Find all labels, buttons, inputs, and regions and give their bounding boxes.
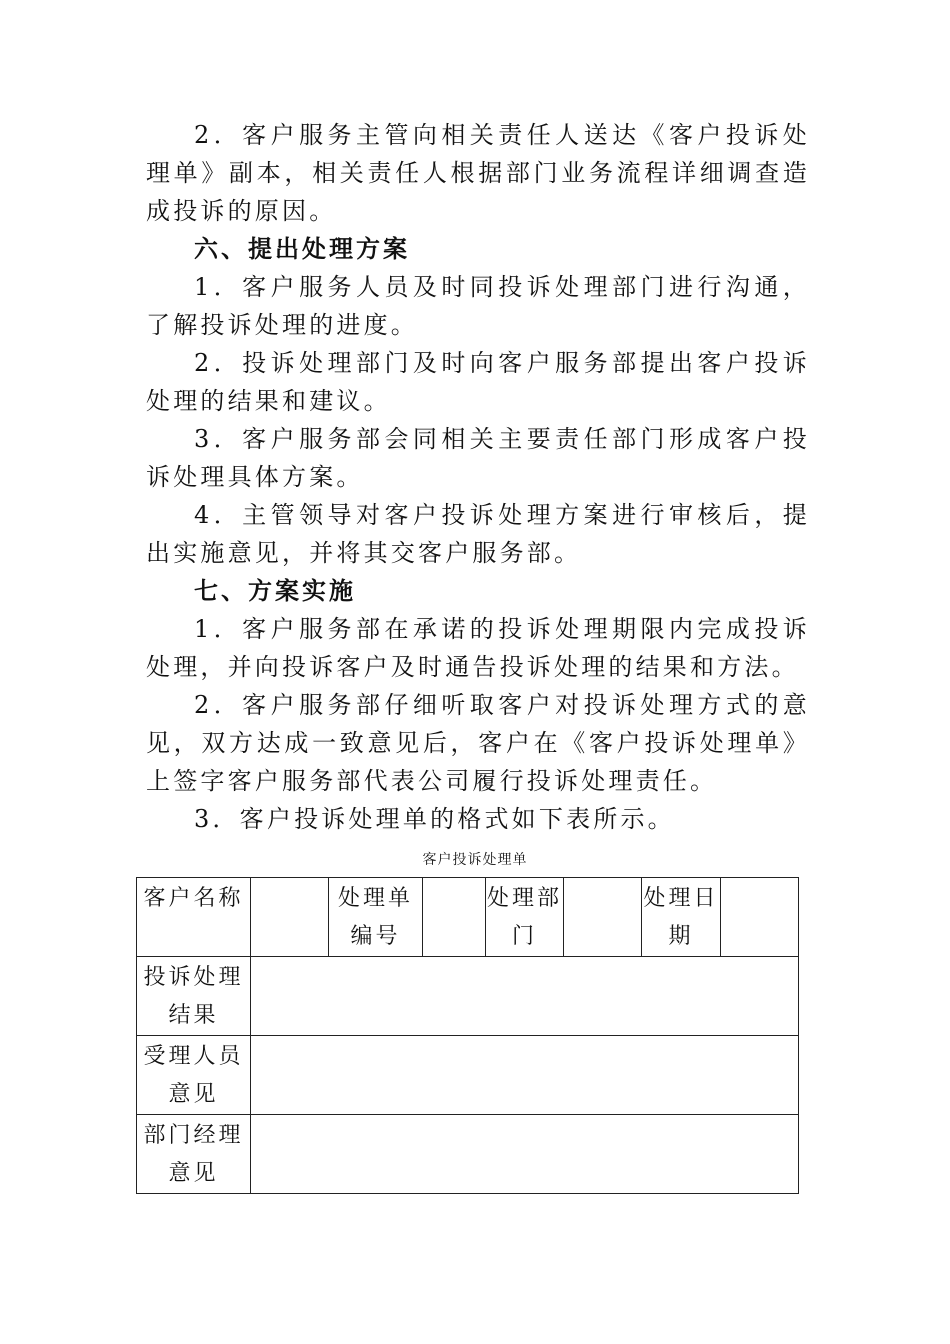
table-row [137, 957, 799, 1036]
section-heading: 七、方案实施 [194, 577, 356, 605]
paragraph: 4．主管领导对客户投诉处理方案进行审核后，提出实施意见，并将其交客户服务部。 [146, 501, 810, 567]
customer-name-value [251, 878, 328, 880]
complaint-form-table [136, 877, 799, 1194]
complaint-result-label: 投诉处理结果 [143, 965, 244, 1028]
table-row [137, 1036, 799, 1115]
paragraph: 1．客户服务人员及时同投诉处理部门进行沟通，了解投诉处理的进度。 [146, 273, 810, 339]
paragraph: 2．客户服务部仔细听取客户对投诉处理方式的意见，双方达成一致意见后，客户在《客户投诉处理单》上签字客户服务部代表公司履行投诉处理责任。 [146, 691, 810, 795]
date-value [721, 878, 798, 880]
row-label-cell [137, 1036, 251, 1115]
order-no-label: 处理单编号 [337, 886, 413, 949]
paragraph: 3．客户服务部会同相关主要责任部门形成客户投诉处理具体方案。 [146, 425, 810, 491]
department-label: 处理部门 [486, 886, 562, 949]
paragraph: 3．客户投诉处理单的格式如下表所示。 [194, 805, 675, 833]
row-label-cell [137, 957, 251, 1036]
date-label-cell [642, 878, 721, 957]
date-value-cell[interactable] [721, 878, 799, 957]
paragraph: 1．客户服务部在承诺的投诉处理期限内完成投诉处理，并向投诉客户及时通告投诉处理的结果和方法。 [146, 615, 810, 681]
customer-name-label-cell [137, 878, 251, 957]
customer-name-value-cell[interactable] [251, 878, 329, 957]
complaint-result-value [251, 957, 798, 959]
order-no-value [423, 878, 485, 880]
table-caption: 客户投诉处理单 [422, 852, 528, 868]
date-label: 处理日期 [643, 886, 719, 949]
manager-opinion-label: 部门经理意见 [143, 1123, 244, 1186]
department-label-cell [486, 878, 564, 957]
paragraph: 2．客户服务主管向相关责任人送达《客户投诉处理单》副本，相关责任人根据部门业务流程详细调查造成投诉的原因。 [146, 121, 810, 225]
department-value [564, 878, 641, 880]
table-row [137, 1115, 799, 1194]
handler-opinion-field[interactable] [251, 1036, 799, 1115]
table-header-row [137, 878, 799, 957]
complaint-result-field[interactable] [251, 957, 799, 1036]
section-heading: 六、提出处理方案 [194, 235, 410, 263]
document-body [146, 116, 810, 838]
paragraph: 2．投诉处理部门及时向客户服务部提出客户投诉处理的结果和建议。 [146, 349, 810, 415]
handler-opinion-label: 受理人员意见 [143, 1044, 244, 1107]
manager-opinion-field[interactable] [251, 1115, 799, 1194]
order-no-value-cell[interactable] [423, 878, 486, 957]
order-no-label-cell [329, 878, 423, 957]
row-label-cell [137, 1115, 251, 1194]
handler-opinion-value [251, 1036, 798, 1038]
manager-opinion-value [251, 1115, 798, 1117]
department-value-cell[interactable] [564, 878, 642, 957]
customer-name-label: 客户名称 [143, 886, 244, 911]
